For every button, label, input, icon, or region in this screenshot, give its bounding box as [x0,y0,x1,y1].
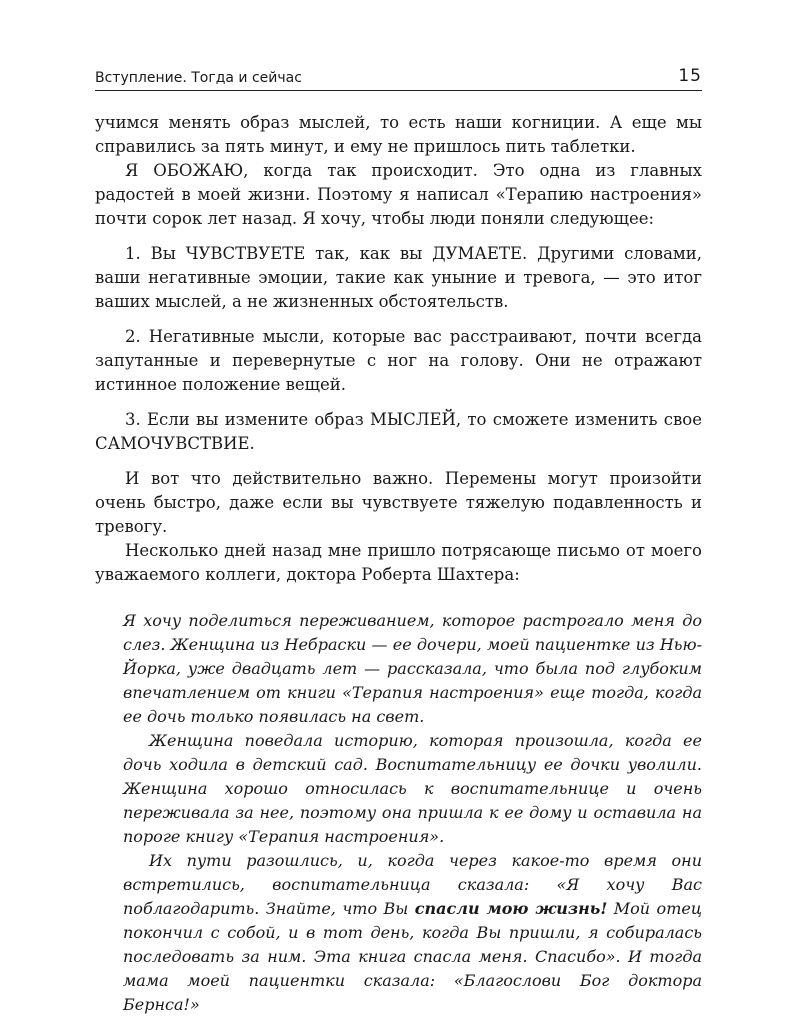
list-item-1: 1. Вы ЧУВСТВУЕТЕ так, как вы ДУМАЕТЕ. Другими словами, ваши негативные эмоции, такие как уныние и тревога, — это итог ваших мыслей, а не жизненных обстоятельств. [95,244,702,311]
running-head [95,64,702,91]
main-text [95,111,702,587]
quote-3-end: Мой отец покончил с собой, и в тот день, когда Вы пришли, я собиралась последовать за ним. Эта книга спасла меня. Спасибо». И тогда мама моей пациентки сказала: «Благослови Бог доктора Бернса!» [123,899,702,1014]
quote-3-start: Их пути разошлись, и, когда через какое-то время они встретились, воспитательница сказала: «Я хочу Вас поблагодарить. Знайте, что Вы [123,851,702,918]
letter-quote [95,609,702,1017]
list-item-2: 2. Негативные мысли, которые вас расстраивают, почти всегда запутанные и перевернутые с ног на голову. Они не отражают истинное положение вещей. [95,327,702,394]
running-title: Вступление. Тогда и сейчас [95,70,302,86]
quote-emphasis: спасли мою жизнь! [414,899,608,918]
quote-paragraph-1: Я хочу поделиться переживанием, которое растрогало меня до слез. Женщина из Небраски — ее дочери, моей пациентке из Нью-Йорка, уже двадцать лет — рассказала, что была под глубоким впечатлением от книги «Терапия настроения» еще тогда, когда ее дочь только появилась на свет. [123,611,702,726]
paragraph-4: Несколько дней назад мне пришло потрясающе письмо от моего уважаемого коллеги, доктора Роберта Шахтера: [95,541,702,584]
paragraph-3: И вот что действительно важно. Перемены могут произойти очень быстро, даже если вы чувствуете тяжелую подавленность и тревогу. [95,469,702,536]
list-item-3: 3. Если вы измените образ МЫСЛЕЙ, то сможете изменить свое САМОЧУВСТВИЕ. [95,410,702,453]
page-number: 15 [678,66,702,86]
book-page [95,64,702,1017]
paragraph-2: Я ОБОЖАЮ, когда так происходит. Это одна из главных радостей в моей жизни. Поэтому я написал «Терапию настроения» почти сорок лет назад. Я хочу, чтобы люди поняли следующее: [95,161,702,228]
quote-paragraph-2: Женщина поведала историю, которая произошла, когда ее дочь ходила в детский сад. Воспитательницу ее дочки уволили. Женщина хорошо относилась к воспитательнице и очень переживала за нее, поэтому она пришла к ее дому и оставила на пороге книгу «Терапия настроения». [123,731,702,846]
paragraph-1: учимся менять образ мыслей, то есть наши когниции. А еще мы справились за пять минут, и ему не пришлось пить таблетки. [95,113,702,156]
quote-paragraph-3 [123,849,702,1017]
